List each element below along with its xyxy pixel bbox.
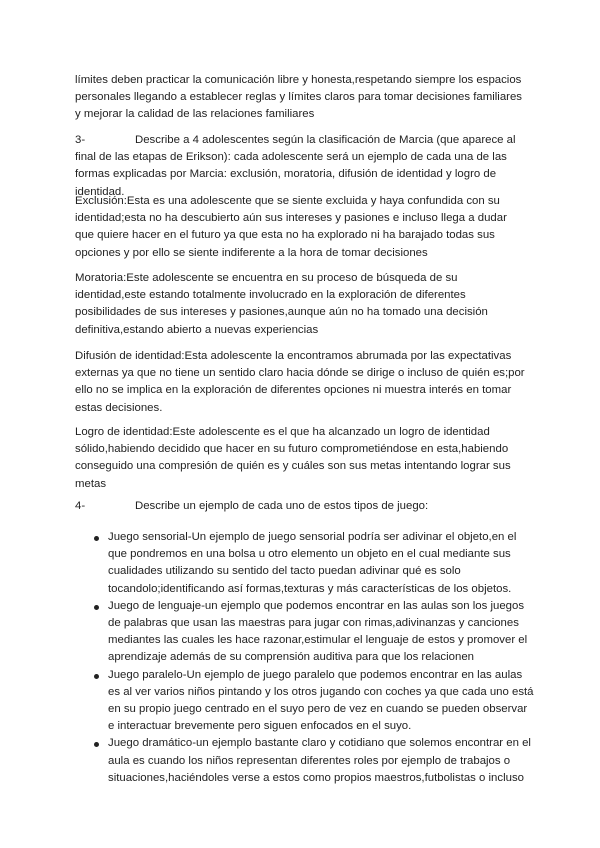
- intro-paragraph: límites deben practicar la comunicación libre y honesta,respetando siempre los espacios personales llegando a establecer reglas y límites claros para tomar decisiones familiares y mejorar la calidad de las relaciones familiares: [75, 74, 522, 121]
- list-item: Juego de lenguaje-un ejemplo que podemos encontrar en las aulas son los juegos de palabras que usan las maestras para jugar con rimas,adivinanzas y canciones mediantes las cuales les hace razonar,estimular el lenguaje de estos y promover el aprendizaje además de su comprensión auditiva para que los relacionen: [94, 598, 534, 667]
- bullet-icon: [94, 536, 99, 541]
- bullet-icon: [94, 605, 99, 610]
- question-3-number: 3-: [75, 134, 86, 146]
- question-3-text: Describe a 4 adolescentes según la clasificación de Marcia (que aparece al final de las etapas de Erikson): cada adolescente será un ejemplo de cada una de las formas explicadas por Marcia: exclusión, moratoria, difusión de identidad y logro de identidad.: [75, 134, 516, 198]
- question-4: [75, 498, 527, 515]
- question-4-text: Describe un ejemplo de cada uno de estos tipos de juego:: [135, 500, 429, 512]
- question-4-number: 4-: [75, 500, 86, 512]
- bullet-icon: [94, 674, 99, 679]
- list-item: Juego dramático-un ejemplo bastante claro y cotidiano que solemos encontrar en el aula es cuando los niños representan diferentes roles por ejemplo de trabajos o situaciones,haciéndoles verse a estos como propios maestros,futbolistas o incluso: [94, 735, 534, 787]
- list-item: Juego paralelo-Un ejemplo de juego paralelo que podemos encontrar en las aulas es al ver varios niños pintando y los otros jugando con coches ya que cada uno está en su propio juego centrado en el suyo pero de vez en cuando se pueden observar e interactuar brevemente pero siguen enfocados en el suyo.: [94, 667, 534, 736]
- list-item: Juego sensorial-Un ejemplo de juego sensorial podría ser adivinar el objeto,en el que pondremos en una bolsa u otro elemento un objeto en el cual mediante sus cualidades utilizando su sentido del tacto puedan adivinar qué es solo tocandolo;identificando así formas,texturas y más características de los objetos.: [94, 529, 534, 598]
- difusion-paragraph: Difusión de identidad:Esta adolescente la encontramos abrumada por las expectativas externas ya que no tiene un sentido claro hacia dónde se dirige o incluso de quién es;por ello no se implica en la exploración de diferentes opciones ni muestra interés en tomar estas decisiones.: [75, 350, 525, 414]
- question-3: [75, 132, 527, 201]
- logro-paragraph: Logro de identidad:Este adolescente es el que ha alcanzado un logro de identidad sólido,habiendo decidido que hacer en su futuro comprometiéndose en esta,habiendo conseguido una compresión de quién es y cuáles son sus metas intentando lograr sus metas: [75, 426, 511, 490]
- moratoria-paragraph: Moratoria:Este adolescente se encuentra en su proceso de búsqueda de su identidad,este estando totalmente involucrado en la exploración de diferentes posibilidades de sus intereses y pasiones,aunque aún no ha tomado una decisión definitiva,estando abierto a nuevas experiencias: [75, 272, 488, 336]
- bullet-icon: [94, 742, 99, 747]
- play-types-list: [94, 529, 534, 787]
- exclusion-paragraph: Exclusión:Esta es una adolescente que se siente excluida y haya confundida con su identidad;esta no ha descubierto aún sus intereses y pasiones e incluso llega a dudar que quiere hacer en el futuro ya que esta no ha explorado ni ha barajado todas sus opciones y por ello se siente indiferente a la hora de tomar decisiones: [75, 195, 507, 259]
